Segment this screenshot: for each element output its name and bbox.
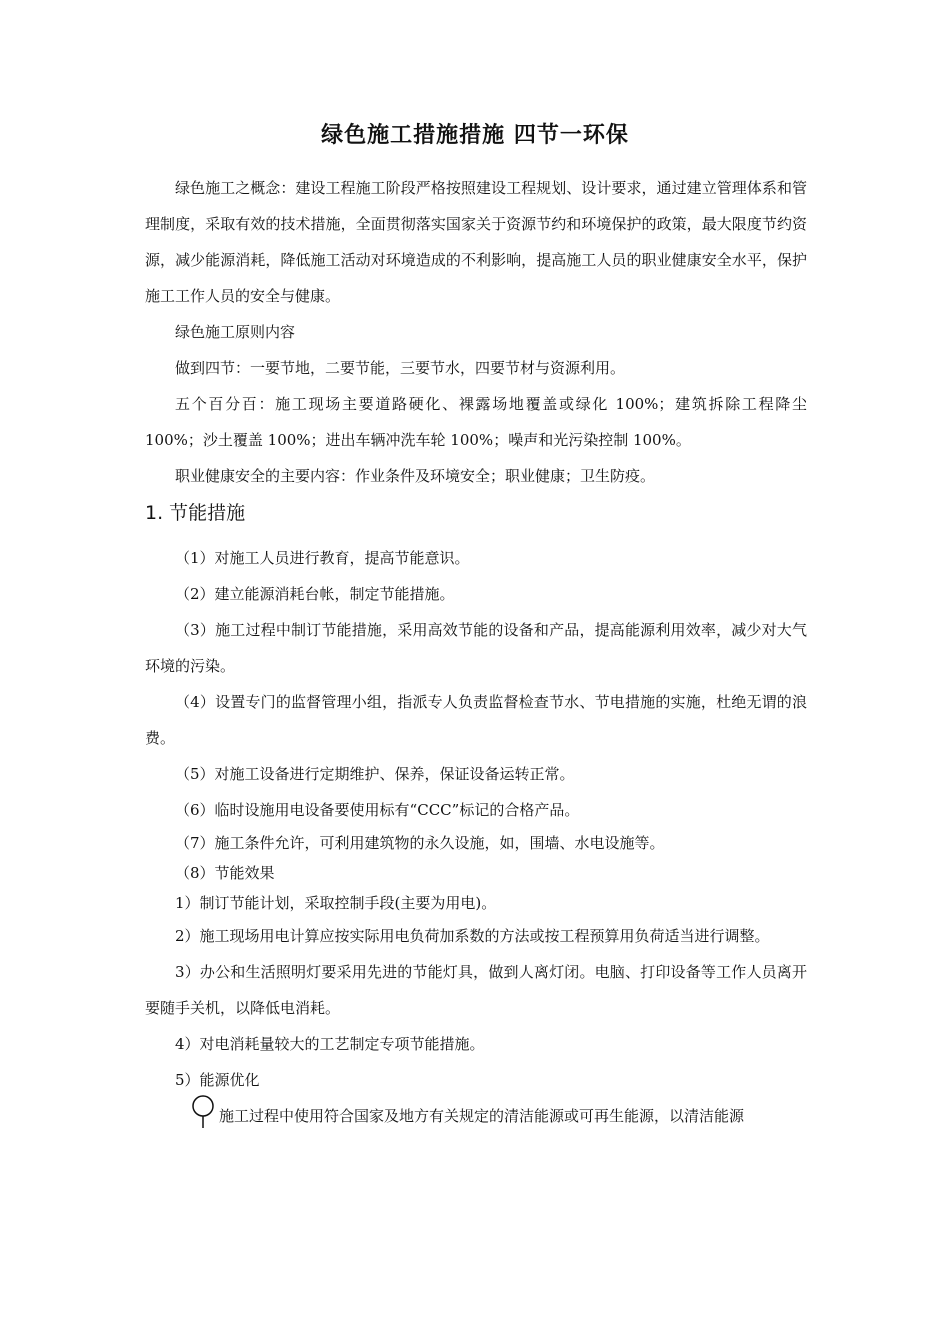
principle-paragraph: 绿色施工原则内容 [175, 323, 296, 341]
sub-list-item: 3）办公和生活照明灯要采用先进的节能灯具，做到人离灯闭。电脑、打印设备等工作人员离开要随手关机，以降低电消耗。 [145, 963, 807, 1017]
section-heading: 1. 节能措施 [145, 502, 246, 524]
list-item: （5）对施工设备进行定期维护、保养，保证设备运转正常。 [175, 765, 575, 783]
five-percent-paragraph: 五个百分百：施工现场主要道路硬化、裸露场地覆盖或绿化 100%；建筑拆除工程降尘 100%；沙土覆盖 100%；进出车辆冲洗车轮 100%；噪声和光污染控制 100%。 [145, 395, 807, 449]
list-item: （7）施工条件允许，可利用建筑物的永久设施，如，围墙、水电设施等。 [175, 834, 665, 852]
list-item: （2）建立能源消耗台帐，制定节能措施。 [175, 585, 455, 603]
health-paragraph: 职业健康安全的主要内容：作业条件及环境安全；职业健康；卫生防疫。 [175, 467, 656, 485]
list-item: （3）施工过程中制订节能措施，采用高效节能的设备和产品，提高能源利用效率，减少对大气环境的污染。 [145, 621, 807, 675]
list-item: （4）设置专门的监督管理小组，指派专人负责监督检查节水、节电措施的实施，杜绝无谓的浪费。 [145, 693, 807, 747]
sub-list-item: 5）能源优化 [175, 1071, 260, 1089]
list-item: （8）节能效果 [175, 864, 275, 882]
document-title: 绿色施工措施措施 四节一环保 [321, 123, 629, 148]
list-item: （1）对施工人员进行教育，提高节能意识。 [175, 549, 470, 567]
list-item: （6）临时设施用电设备要使用标有“CCC”标记的合格产品。 [175, 801, 580, 819]
sub-list-item: 2）施工现场用电计算应按实际用电负荷加系数的方法或按工程预算用负荷适当进行调整。 [175, 927, 770, 945]
bullet-text: 施工过程中使用符合国家及地方有关规定的清洁能源或可再生能源，以清洁能源 [219, 1107, 745, 1125]
sub-list-item: 4）对电消耗量较大的工艺制定专项节能措施。 [175, 1035, 485, 1053]
four-savings-paragraph: 做到四节：一要节地，二要节能，三要节水，四要节材与资源利用。 [175, 359, 626, 377]
circle-bullet-icon [189, 1094, 219, 1134]
bullet-row [145, 1098, 807, 1134]
sub-list-item: 1）制订节能计划，采取控制手段(主要为用电)。 [175, 894, 497, 912]
document-body [145, 170, 807, 1134]
concept-paragraph: 绿色施工之概念：建设工程施工阶段严格按照建设工程规划、设计要求，通过建立管理体系和管理制度，采取有效的技术措施，全面贯彻落实国家关于资源节约和环境保护的政策，最大限度节约资源，减少能源消耗，降低施工活动对环境造成的不利影响，提高施工人员的职业健康安全水平，保护施工工作人员的安全与健康。 [145, 179, 807, 305]
